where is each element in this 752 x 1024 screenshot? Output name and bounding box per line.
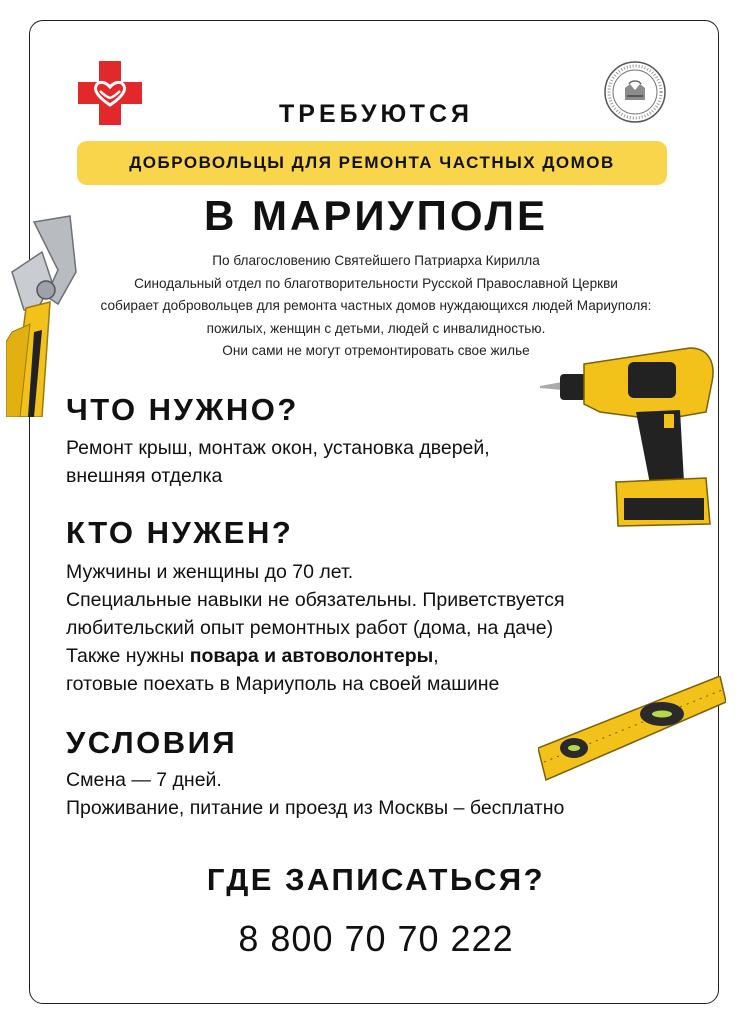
who-line: любительский опыт ремонтных работ (дома, на даче) [66,617,554,639]
drill-illustration [540,342,716,532]
who-line-bold: повара и автоволонтеры [189,645,434,667]
city-heading: В МАРИУПОЛЕ [204,192,548,239]
who-line: готовые поехать в Мариуполь на своей машине [66,673,500,695]
page-title: ТРЕБУЮТСЯ [279,100,473,128]
level-illustration [538,676,726,786]
conditions-heading: УСЛОВИЯ [66,725,238,760]
signup-heading: ГДЕ ЗАПИСАТЬСЯ? [206,862,546,897]
volunteers-banner: ДОБРОВОЛЬЦЫ ДЛЯ РЕМОНТА ЧАСТНЫХ ДОМОВ [77,141,667,185]
intro-line: По благословению Святейшего Патриарха Кирилла [212,253,540,268]
what-heading: ЧТО НУЖНО? [66,392,299,427]
phone-number[interactable]: 8 800 70 70 222 [238,918,514,959]
what-text [66,434,490,490]
conditions-line: Проживание, питание и проезд из Москвы – бесплатно [66,797,565,819]
who-line [66,642,565,670]
who-line-suffix: , [433,645,439,667]
who-line: Специальные навыки не обязательны. Приветствуется [66,589,565,611]
intro-line: Они сами не могут отремонтировать свое жилье [222,343,530,359]
who-text [66,558,565,698]
intro-line: Синодальный отдел по благотворительности Русской Православной Церкви [134,275,618,291]
intro-line: собирает добровольцев для ремонта частных домов нуждающихся людей Мариуполя: [100,298,652,314]
intro-line: пожилых, женщин с детьми, людей с инвалидностью. [206,320,546,336]
conditions-line: Смена — 7 дней. [66,769,222,791]
who-line-prefix: Также нужны [66,645,190,667]
who-heading: КТО НУЖЕН? [66,515,294,550]
intro-text [0,250,752,363]
what-line: внешняя отделка [66,465,223,487]
what-line: Ремонт крыш, монтаж окон, установка дверей, [66,437,490,459]
who-line: Мужчины и женщины до 70 лет. [66,561,354,583]
conditions-text [66,766,564,822]
